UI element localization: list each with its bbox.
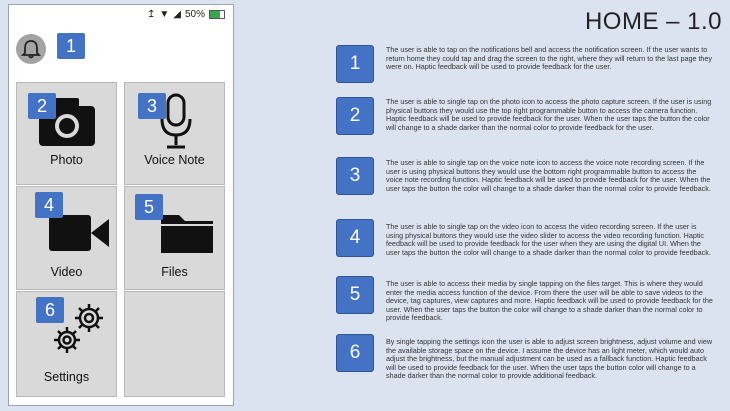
sync-icon: ↥	[146, 9, 156, 20]
photo-tile[interactable]	[16, 82, 117, 185]
battery-percent: 50%	[184, 9, 205, 20]
voice-note-tile[interactable]	[124, 82, 225, 185]
status-bar	[147, 9, 225, 20]
files-label: Files	[161, 265, 188, 279]
description-number-4: 4	[336, 219, 374, 257]
empty-tile	[124, 291, 225, 397]
description-text-6: By single tapping the settings icon the user is able to adjust screen brightness, adjust volume and view the available storage space on the device. I assume the device has an light meter, which would auto adjust the brightness, but the manual adjustment can be used as a fallback function. Haptic feedback will be used to provide feedback for the user. When the user taps the button color will change to a shade darker than the normal color to provide additional feedback.	[386, 337, 713, 381]
video-tile[interactable]	[16, 186, 117, 290]
home-grid	[16, 82, 225, 397]
voice-note-label: Voice Note	[144, 153, 205, 167]
photo-label: Photo	[50, 153, 83, 167]
folder-icon	[159, 209, 215, 257]
description-number-2: 2	[336, 97, 374, 135]
callout-badge-4: 4	[35, 192, 63, 218]
phone-mockup	[8, 4, 234, 406]
description-text-4: The user is able to single tap on the video icon to access the video recording screen. If the user is using physical buttons they would use the video slider to access the video recording function. Haptic feedback will be used to provide feedback for the user when they are using the digital UI. When the user taps the button the color will change to a shade darker than the normal color to provide feedback.	[386, 222, 711, 257]
settings-label: Settings	[43, 370, 90, 384]
settings-tile[interactable]	[16, 291, 117, 397]
page-title: HOME – 1.0	[584, 8, 722, 35]
description-text-2: The user is able to single tap on the photo icon to access the photo capture screen. If the user is using physical buttons they would use the top right programmable button to access the camera function. Haptic feedback will be used to provide feedback for the user. When the user taps the button the color will change to a shade darker than the normal color to provide feedback for the user.	[386, 97, 712, 132]
video-label: Video	[50, 265, 83, 279]
callout-badge-6: 6	[36, 297, 64, 323]
description-text-5: The user is able to access their media by single tapping on the files target. This is where they would enter the media access function of the device. From there the user will be able to save videos to the device, tag captures, view captures and more. Haptic feedback will be used to provide feedback for the user. When the user taps the button the color will change to a shade darker than the normal color to provide feedback.	[386, 279, 713, 323]
signal-icon: ◢	[173, 9, 181, 20]
description-number-5: 5	[336, 276, 374, 314]
callout-badge-3: 3	[138, 93, 166, 119]
description-text-3: The user is able to single tap on the voice note icon to access the voice note recording screen. If the user is using physical buttons they would use the bottom right programmable button to access the voice note recording function. Haptic feedback will be used to provide feedback for the user. When the user taps the button the color will change to a shade darker than the normal color to provide feedback.	[386, 158, 711, 193]
description-number-6: 6	[336, 334, 374, 372]
callout-badge-5: 5	[135, 194, 163, 220]
callout-badge-1: 1	[57, 33, 85, 59]
bell-icon	[16, 34, 46, 64]
notification-bell-button[interactable]	[16, 34, 46, 64]
description-number-3: 3	[336, 157, 374, 195]
description-text-1: The user is able to tap on the notifications bell and access the notification screen. If the user wants to return home they could tap and drag the screen to the right, where they will return to the last page they were on. Haptic feedback will be used to provide feedback for the user.	[386, 45, 713, 72]
files-tile[interactable]	[124, 186, 225, 290]
wifi-icon: ▼	[159, 9, 170, 20]
callout-badge-2: 2	[28, 93, 56, 119]
battery-icon	[209, 10, 225, 19]
description-number-1: 1	[336, 45, 374, 83]
